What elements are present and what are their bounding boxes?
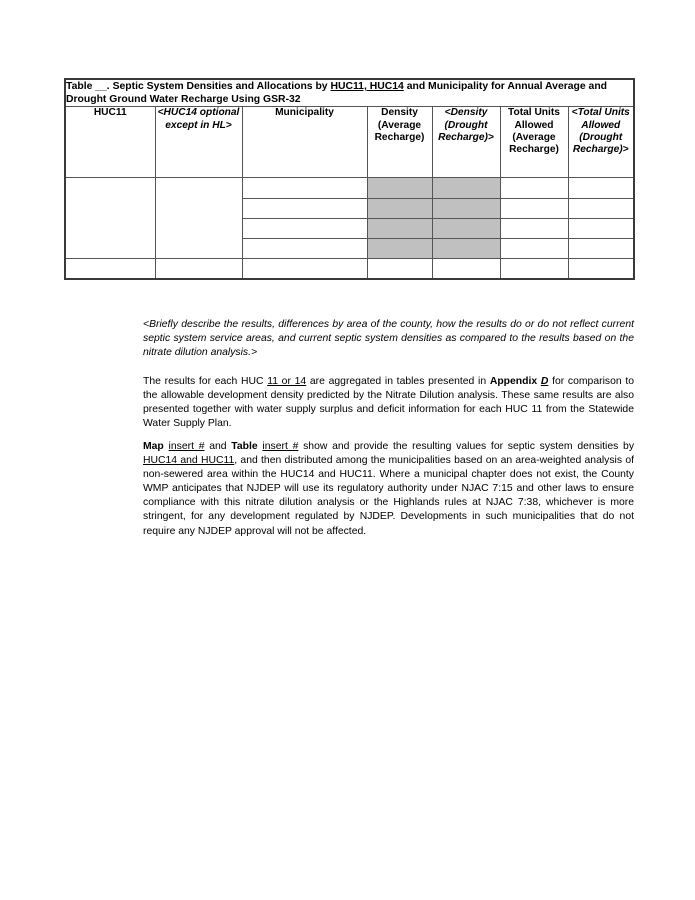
cell-density-average[interactable] (367, 218, 432, 238)
table-row (65, 259, 634, 280)
cell-units-drought[interactable] (568, 178, 634, 198)
cell-density-drought[interactable] (432, 178, 500, 198)
cell-density-average[interactable] (367, 198, 432, 218)
cell-units-drought[interactable] (568, 198, 634, 218)
table-row (65, 178, 634, 198)
cell-huc11[interactable] (65, 259, 155, 280)
map-text-2: and (204, 441, 232, 452)
column-header-huc11: HUC11 (65, 107, 155, 178)
cell-density-drought[interactable] (432, 259, 500, 280)
cell-municipality[interactable] (242, 239, 367, 259)
results-bold-appendix: Appendix (489, 376, 538, 387)
results-text-1: The results for each HUC (143, 376, 268, 387)
column-header-total-units-drought-recharge: <Total Units Allowed (Drought Recharge)> (568, 107, 634, 178)
results-text-2: are aggregated in tables presented in (306, 376, 490, 387)
cell-density-average[interactable] (367, 259, 432, 280)
cell-units-drought[interactable] (568, 259, 634, 280)
paragraph-describe-results: <Briefly describe the results, differences by area of the county, how the results do or do not reflect current septic system service areas, and current septic system densities as compared to the results based on the nitrate dilution analysis.> (143, 319, 634, 359)
cell-density-drought[interactable] (432, 218, 500, 238)
cell-huc11-merged[interactable] (65, 178, 155, 259)
cell-units-average[interactable] (500, 218, 568, 238)
septic-density-table-container (64, 78, 635, 280)
column-header-density-drought-recharge: <Density (Drought Recharge)> (432, 107, 500, 178)
map-underline-insert-1: insert # (168, 441, 205, 452)
cell-units-average[interactable] (500, 178, 568, 198)
cell-units-average[interactable] (500, 198, 568, 218)
cell-units-drought[interactable] (568, 239, 634, 259)
paragraph-results (143, 375, 634, 431)
column-header-municipality: Municipality (242, 107, 367, 178)
table-caption (65, 79, 634, 107)
table-caption-suffix: and Municipality for Annual Average and Drought Ground Water Recharge Using GSR-32 (66, 81, 608, 106)
cell-municipality[interactable] (242, 259, 367, 280)
map-underline-insert-2: insert # (262, 441, 299, 452)
cell-units-average[interactable] (500, 239, 568, 259)
cell-density-drought[interactable] (432, 239, 500, 259)
cell-municipality[interactable] (242, 178, 367, 198)
results-text-4: for comparison to the allowable development density predicted by the Nitrate Dilution analysis. These same results are also presented together with water supply surplus and deficit information for each HUC 11 from the Statewide Water Supply Plan. (143, 376, 634, 430)
map-underline-huc14-huc11: HUC14 and HUC11 (143, 455, 235, 467)
results-underline-huc: 11 or 14 (267, 376, 307, 387)
table-title-row (65, 79, 634, 107)
map-bold-table: Table (231, 441, 258, 452)
cell-density-average[interactable] (367, 178, 432, 198)
results-appendix-letter: D (540, 376, 549, 387)
cell-huc14-merged[interactable] (155, 178, 242, 259)
cell-density-drought[interactable] (432, 198, 500, 218)
cell-units-average[interactable] (500, 259, 568, 280)
septic-density-table (64, 78, 635, 280)
cell-units-drought[interactable] (568, 218, 634, 238)
paragraph-map-table (143, 440, 634, 539)
cell-municipality[interactable] (242, 198, 367, 218)
cell-municipality[interactable] (242, 218, 367, 238)
cell-huc14[interactable] (155, 259, 242, 280)
column-header-density-average-recharge: Density (Average Recharge) (367, 107, 432, 178)
column-header-total-units-average-recharge: Total Units Allowed (Average Recharge) (500, 107, 568, 178)
table-caption-underlined: HUC11, HUC14 (330, 81, 404, 92)
map-text-4: show and provide the resulting values for septic system densities by (298, 441, 635, 452)
table-caption-prefix: Table __. Septic System Densities and Allocations by (66, 81, 331, 92)
column-header-huc14: <HUC14 optional except in HL> (155, 107, 242, 178)
cell-density-average[interactable] (367, 239, 432, 259)
map-text-5: , and then distributed among the municipalities based on an area-weighted analysis of non-sewered area within the HUC14 and HUC11. Where a municipal chapter does not exist, the County WMP anticipates that NJDEP will use its regulatory authority under NJAC 7:15 and other laws to ensure compliance with this nitrate dilution analysis or the Highlands rules at NJAC 7:38, whichever is more stringent, for any development regulated by NJDEP. Developments in such municipalities that do not require any NJDEP approval will not be affected. (143, 455, 635, 537)
table-header-row (65, 107, 634, 178)
map-bold-map: Map (143, 441, 164, 452)
